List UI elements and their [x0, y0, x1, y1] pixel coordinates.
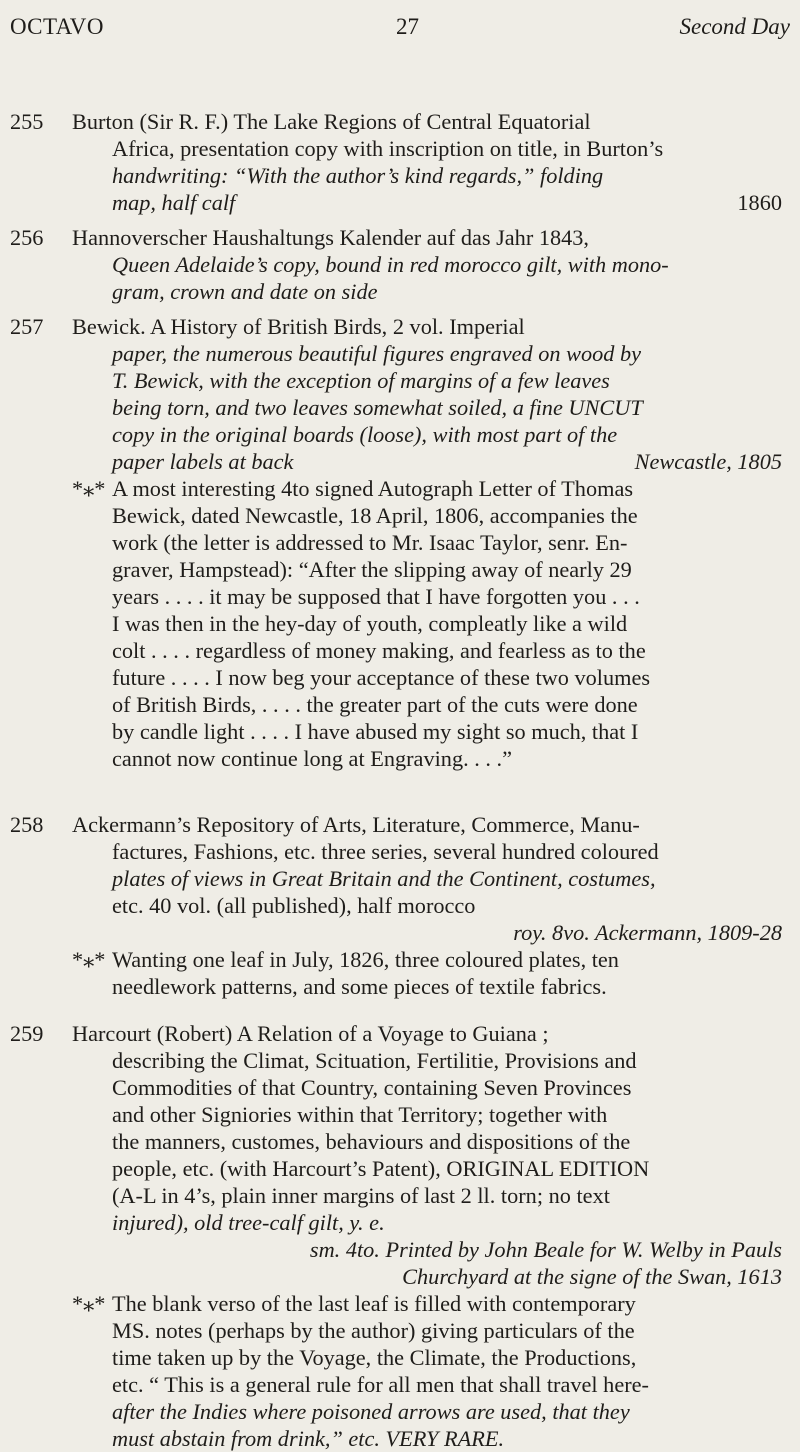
lot-line: map, half calf [112, 190, 236, 215]
lot-date: 1860 [737, 190, 782, 215]
lot-number: 258 [10, 812, 44, 837]
lot-line: describing the Climat, Scituation, Fertilitie, Provisions and [112, 1048, 637, 1073]
lot-line: plates of views in Great Britain and the Continent, costumes, [112, 866, 656, 891]
lot-line: Burton (Sir R. F.) The Lake Regions of Central Equatorial [72, 109, 591, 134]
note-line: MS. notes (perhaps by the author) giving particulars of the [112, 1318, 635, 1343]
note-line: years . . . . it may be supposed that I have forgotten you . . . [112, 584, 640, 609]
note-line: of British Birds, . . . . the greater part of the cuts were done [112, 692, 638, 717]
lot-line: and other Signiories within that Territory; together with [112, 1102, 608, 1127]
lot-number: 256 [10, 225, 44, 250]
lot-line: (A-L in 4’s, plain inner margins of last 2 ll. torn; no text [112, 1183, 610, 1208]
note-line: I was then in the hey-day of youth, compleatly like a wild [112, 611, 628, 636]
lot-line: people, etc. (with Harcourt’s Patent), ORIGINAL EDITION [112, 1156, 650, 1181]
note-marker: *⁎* [72, 1291, 106, 1316]
note-line: cannot now continue long at Engraving. . . .” [112, 746, 513, 771]
page-number: 27 [396, 14, 419, 39]
lot-imprint: Newcastle, 1805 [634, 449, 782, 474]
note-line: graver, Hampstead): “After the slipping away of nearly 29 [112, 557, 632, 582]
lot-line: the manners, customes, behaviours and dispositions of the [112, 1129, 631, 1154]
lot-line: Harcourt (Robert) A Relation of a Voyage to Guiana ; [72, 1021, 549, 1046]
note-line: by candle light . . . . I have abused my sight so much, that I [112, 719, 639, 744]
lot-line: Ackermann’s Repository of Arts, Literature, Commerce, Manu- [72, 812, 640, 837]
note-line: time taken up by the Voyage, the Climate, the Productions, [112, 1345, 637, 1370]
lot-line: Commodities of that Country, containing Seven Provinces [112, 1075, 632, 1100]
lot-line: copy in the original boards (loose), with most part of the [112, 422, 618, 447]
lot-line: etc. 40 vol. (all published), half morocco [112, 893, 476, 918]
header-format: OCTAVO [10, 14, 105, 39]
lot-line: handwriting: “With the author’s kind regards,” folding [112, 163, 604, 188]
lot-line: Bewick. A History of British Birds, 2 vol. Imperial [72, 314, 525, 339]
lot-line: paper labels at back [112, 449, 294, 474]
lot-number: 255 [10, 109, 44, 134]
lot-number: 257 [10, 314, 44, 339]
note-line: colt . . . . regardless of money making, and fearless as to the [112, 638, 646, 663]
note-line: needlework patterns, and some pieces of textile fabrics. [112, 974, 607, 999]
note-line: Wanting one leaf in July, 1826, three coloured plates, ten [112, 947, 619, 972]
lot-line: Africa, presentation copy with inscription on title, in Burton’s [112, 136, 664, 161]
note-marker: *⁎* [72, 476, 106, 501]
lot-number: 259 [10, 1021, 44, 1046]
page-header [10, 14, 790, 54]
lot-line: T. Bewick, with the exception of margins of a few leaves [112, 368, 610, 393]
lot-line: Queen Adelaide’s copy, bound in red morocco gilt, with mono- [112, 252, 669, 277]
lot-line: being torn, and two leaves somewhat soiled, a fine UNCUT [112, 395, 643, 420]
note-line: work (the letter is addressed to Mr. Isaac Taylor, senr. En- [112, 530, 628, 555]
lot-line: Hannoverscher Haushaltungs Kalender auf das Jahr 1843, [72, 225, 589, 250]
lot-imprint: roy. 8vo. Ackermann, 1809-28 [513, 920, 782, 945]
note-line: etc. “ This is a general rule for all men that shall travel here- [112, 1372, 649, 1397]
note-marker: *⁎* [72, 947, 106, 972]
note-line: future . . . . I now beg your acceptance of these two volumes [112, 665, 651, 690]
lot-line: gram, crown and date on side [112, 279, 378, 304]
lot-line: injured), old tree-calf gilt, y. e. [112, 1210, 385, 1235]
lot-line: factures, Fashions, etc. three series, several hundred coloured [112, 839, 659, 864]
lot-line: paper, the numerous beautiful figures engraved on wood by [112, 341, 642, 366]
note-line: A most interesting 4to signed Autograph Letter of Thomas [112, 476, 634, 501]
lot-imprint: Churchyard at the signe of the Swan, 1613 [402, 1264, 782, 1289]
header-sale-day: Second Day [679, 14, 790, 39]
note-line: after the Indies where poisoned arrows are used, that they [112, 1399, 630, 1424]
note-line: must abstain from drink,” etc. VERY RARE. [112, 1426, 505, 1451]
lot-imprint: sm. 4to. Printed by John Beale for W. Welby in Pauls [309, 1237, 782, 1262]
note-line: The blank verso of the last leaf is filled with contemporary [112, 1291, 636, 1316]
note-line: Bewick, dated Newcastle, 18 April, 1806, accompanies the [112, 503, 638, 528]
